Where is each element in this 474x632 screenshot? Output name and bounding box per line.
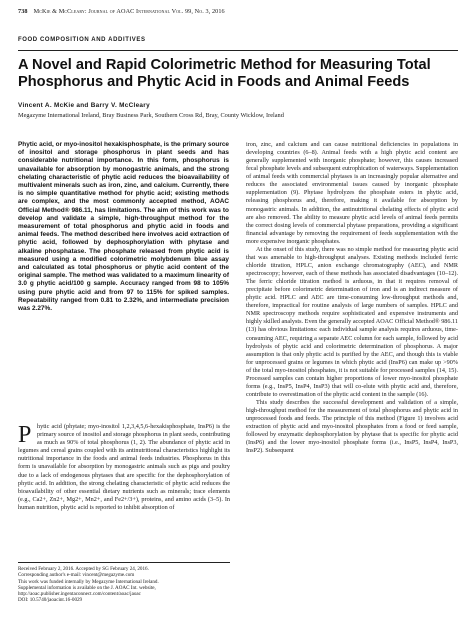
introduction-column <box>18 423 230 512</box>
affiliation: Megazyme International Ireland, Bray Business Park, Southern Cross Rd, Bray, County Wicklow, Ireland <box>18 112 284 119</box>
intro-paragraph <box>18 423 230 512</box>
section-rule <box>18 50 458 51</box>
running-title: McKie & McCleary: Journal of AOAC International Vol. 99, No. 3, 2016 <box>33 8 225 15</box>
section-label: FOOD COMPOSITION AND ADDITIVES <box>18 37 146 43</box>
body-paragraph: iron, zinc, and calcium and can cause nutritional deficiencies in populations in developing countries (6–8). Animal feeds with a high phytic acid content are generally supplemented with inorganic phosphate; however, this causes increased fecal phosphate levels and subsequent eutrophication of waterways. Supplementation of animal feeds with commercial phytases is an increasingly popular alternative and reduces the associated environmental issues caused by inorganic phosphate supplementation (9). Phytase hydrolyzes the phosphate esters in phytic acid, releasing phosphorus and, therefore, making it available for absorption by monogastric animals. In addition, the antinutritional chelating effects of phytic acid are also removed. The ability to measure phytic acid levels of animal feeds permits the correct dosing levels of commercial phytase preparations, providing a significant financial advantage by removing the requirement of feeds supplementation with the more expensive inorganic phosphates. <box>246 141 458 245</box>
footnote-rule <box>18 562 230 563</box>
article-title: A Novel and Rapid Colorimetric Method for Measuring Total Phosphorus and Phytic Acid in Foods and Animal Feeds <box>18 57 431 90</box>
footnote-funding: This work was funded internally by Megazyme International Ireland. <box>18 578 159 585</box>
abstract: Phytic acid, or myo-inositol hexakisphosphate, is the primary source of inositol and storage phosphorus in plant seeds and has considerable nutritional importance. In this form, phosphorus is unavailable for absorption by monogastric animals, and the strong chelating characteristic of phytic acid reduces the bioavailability of multivalent minerals such as iron, zinc, and calcium. Currently, there is no simple quantitative method for phytic acid; existing methods are complex, and the most commonly accepted method, AOAC Official Method® 986.11, has limitations. The aim of this work was to develop and validate a simple, high-throughput method for the measurement of total phosphorus and phytic acid in foods and animal feeds. The method described here involves acid extraction of phytic acid, followed by dephosphorylation with phytase and alkaline phosphatase. The phosphate released from phytic acid is measured using a modified colorimetric molybdenum blue assay and calculated as total phosphorus or phytic acid content of the original sample. The method was validated to a maximum linearity of 3.0 g phytic acid/100 g sample. Accuracy ranged from 98 to 105% using pure phytic acid and from 97 to 115% for spiked samples. Repeatability ranged from 0.81 to 2.32%, and intermediate precision was 2.27%. <box>18 141 229 313</box>
intro-text: hytic acid (phytate; myo-inositol 1,2,3,4,5,6-hexakisphosphate, InsP6) is the primary source of inositol and storage phosphorus in plant seeds, contributing as much as 90% of total phosphorus (1, 2). The abundance of phytic acid in legumes and cereal grains coupled with its antinutritional characteristics highlight its nutritional importance in the foods and animal feeds industries. Phosphorus in this form is unavailable for absorption by monogastric animals such as pigs and poultry due to a lack of endogenous phytases that are specific for the dephosphorylation of phytic acid. In addition, the strong chelating characteristic of phytic acid reduces the bioavailability of other essential dietary nutrients such as minerals; trace elements (e.g., Ca2+, Zn2+, Mg2+, Mn2+, and Fe2+/3+), proteins, and amino acids (3–5). In human nutrition, phytic acid is reported to inhibit absorption of <box>18 423 230 511</box>
footnotes <box>18 566 230 604</box>
footnote-supplemental: Supplemental information is available on the J. AOAC Int. website, http://aoac.publisher.ingentaconnect.com/content/aoac/jaoac <box>18 584 156 598</box>
body-paragraph: This study describes the successful development and validation of a simple, high-throughput method for the measurement of total phosphorus and phytic acid in unprocessed foods and feeds. The principle of this method (Figure 1) involves acid extraction of phytic acid and myo-inositol phosphates from a food or feed sample, followed by enzymatic dephosphorylation by phytase that is specific for phytic acid (InsP6) and the lower myo-inositol phosphate forms (i.e., InsP5, InsP4, InsP3, InsP2). Subsequent <box>246 399 458 455</box>
right-column <box>246 141 458 455</box>
authors: Vincent A. McKie and Barry V. McCleary <box>18 102 150 109</box>
body-paragraph: At the onset of this study, there was no simple method for measuring phytic acid that was amenable to high-throughput analyses. Existing methods included ferric chloride titration, HPLC, anion exchange chromatography (AEC), and NMR spectroscopy; however, each of these methods has associated disadvantages (10–12). The ferric chloride titration method is arduous, in that it requires removal of precipitate before colorimetric determination of iron and is an indirect measure of phytic acid. HPLC and AEC are time-consuming low-throughput methods and, therefore, impractical for routine analysis of large numbers of samples. HPLC and NMR spectroscopy methods require sophisticated and expensive instruments and highly skilled analysts. Even the generally accepted AOAC Official Method® 986.11 (13) has obvious limitations: each individual sample analysis requires arduous, time-consuming AEC, requiring a separate AEC column for each sample, followed by acid hydrolysis of phytic acid and colorimetric determination of phosphorus. A major assumption is that only phytic acid is purified by the AEC, and though this is viable for unprocessed grains or legumes in which phytic acid (InsP6) can make up >90% of the total myo-inositol phosphates, it is not suitable for processed samples (14, 15). Processed samples can contain higher proportions of lower myo-inositol phosphate forms (e.g., InsP5, InsP4, InsP3) that will co-elute with phytic acid and, therefore, contribute to overestimation of the phytic acid content in the sample (16). <box>246 245 458 398</box>
footnote-doi: DOI: 10.5740/jaoacint.16-0029 <box>18 597 83 604</box>
drop-cap: P <box>18 422 32 448</box>
footnote-received: Received February 2, 2016. Accepted by SG February 24, 2016. <box>18 566 149 572</box>
running-head <box>18 8 458 22</box>
footnote-email: Corresponding author's e-mail: vincent@megazyme.com <box>18 572 135 579</box>
page-number: 738 <box>18 8 28 15</box>
